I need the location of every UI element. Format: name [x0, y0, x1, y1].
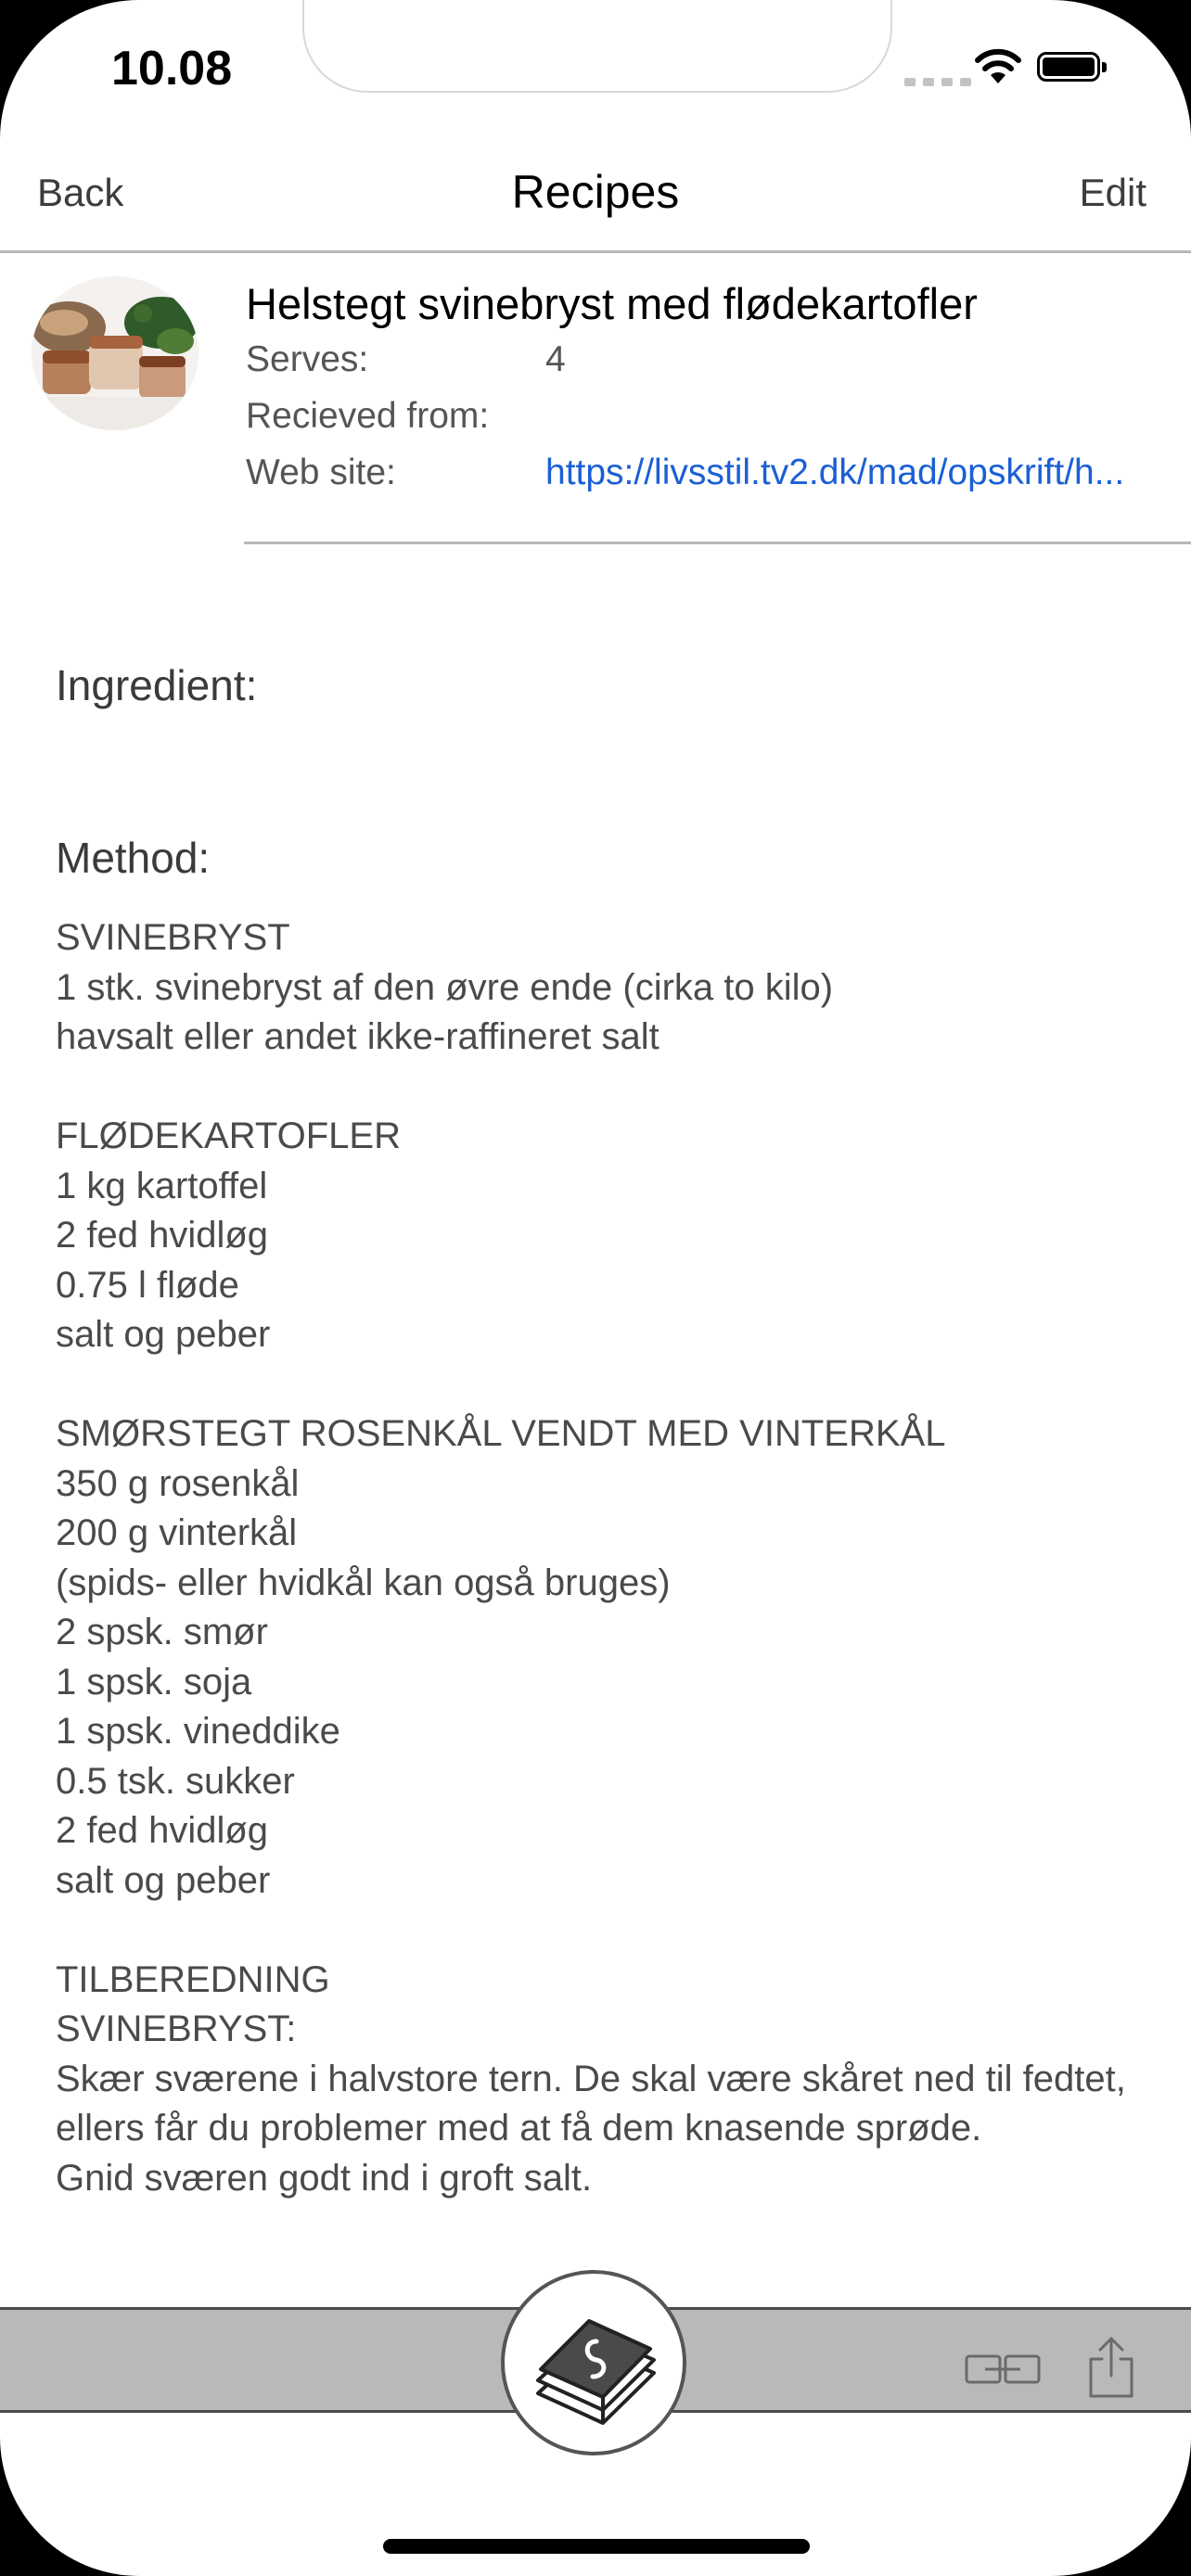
back-button[interactable]: Back [37, 171, 124, 214]
link-icon[interactable] [965, 2351, 1041, 2388]
recipe-title: Helstegt svinebryst med flødekartofler [246, 279, 978, 328]
share-icon[interactable] [1085, 2335, 1137, 2400]
ingredient-heading: Ingredient: [56, 661, 258, 709]
notch [302, 0, 892, 93]
website-label: Web site: [246, 453, 396, 492]
recipe-book-icon[interactable] [501, 2270, 686, 2455]
header-divider [244, 542, 1191, 544]
cellular-signal-icon [904, 78, 971, 86]
battery-icon [1037, 52, 1100, 82]
edit-button[interactable]: Edit [1079, 171, 1146, 214]
status-time: 10.08 [111, 42, 233, 96]
page-title: Recipes [511, 166, 680, 218]
serves-value: 4 [545, 339, 566, 379]
method-text: SVINEBRYST 1 stk. svinebryst af den øvre ende (cirka to kilo) havsalt eller andet ikke-raffineret salt FLØDEKARTOFLER 1 kg kartoffel 2 fed hvidløg 0.75 l fløde salt og peber SMØRSTEGT ROSENKÅL VENDT MED VINTERKÅL 350 g rosenkål 200 g vinterkål (spids- eller hvidkål kan også bruges) 2 spsk. smør 1 spsk. soja 1 spsk. vineddike 0.5 tsk. sukker 2 fed hvidløg salt og peber TILBEREDNING SVINEBRYST: Skær sværene i halvstore tern. De skal være skåret ned til fedtet, ellers får du problemer med at få dem knasende sprøde. Gnid sværen godt ind i groft salt. [56, 917, 1126, 2199]
recipe-photo[interactable] [32, 276, 198, 430]
wifi-icon [974, 48, 1022, 85]
nav-divider [0, 250, 1191, 253]
website-link[interactable]: https://livsstil.tv2.dk/mad/opskrift/h... [545, 453, 1125, 492]
status-bar [0, 0, 1191, 139]
received-from-label: Recieved from: [246, 396, 490, 436]
serves-label: Serves: [246, 339, 369, 379]
home-indicator[interactable] [383, 2539, 810, 2554]
navigation-bar [0, 148, 1191, 252]
method-heading: Method: [56, 834, 211, 882]
